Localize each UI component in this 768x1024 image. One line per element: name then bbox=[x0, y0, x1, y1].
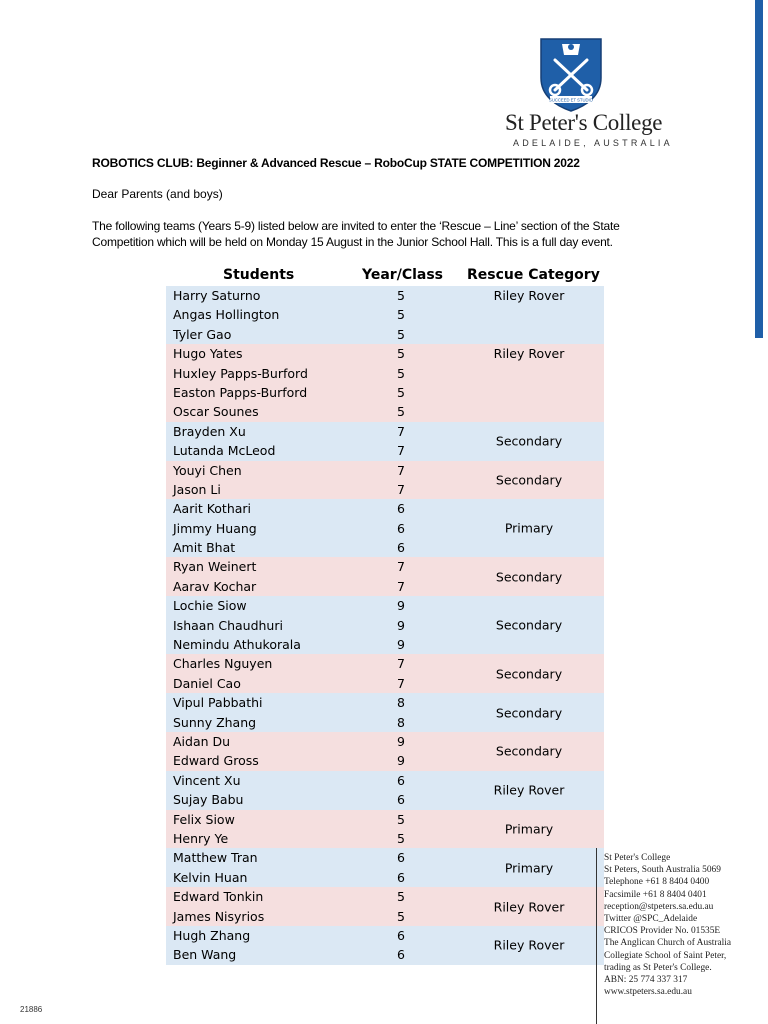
contact-line: Telephone +61 8 8404 0400 bbox=[604, 877, 710, 888]
rescue-category: Secondary bbox=[495, 617, 563, 633]
student-name: Hugo Yates bbox=[173, 346, 243, 362]
student-name: Easton Papps-Burford bbox=[173, 384, 308, 400]
student-year: 5 bbox=[397, 384, 405, 400]
student-year: 9 bbox=[397, 617, 405, 633]
rescue-category: Secondary bbox=[495, 743, 563, 759]
student-year: 6 bbox=[397, 772, 405, 788]
team-group bbox=[166, 926, 604, 965]
rescue-category: Riley Rover bbox=[493, 782, 565, 798]
student-name: Amit Bhat bbox=[173, 540, 236, 556]
column-header-year: Year/Class bbox=[362, 267, 443, 283]
table-row bbox=[166, 596, 604, 615]
student-name: Ben Wang bbox=[173, 947, 237, 963]
student-name: Edward Gross bbox=[173, 753, 259, 769]
contact-line: St Peters, South Australia 5069 bbox=[604, 865, 721, 876]
student-year: 6 bbox=[397, 501, 405, 517]
student-name: Edward Tonkin bbox=[173, 889, 264, 905]
footer-divider bbox=[596, 848, 597, 1024]
letter-paragraph: The following teams (Years 5-9) listed below are invited to enter the ‘Rescue – Line’ section of the State Competition which will be held on Monday 15 August in the Junior School Hall. This is a full day event. bbox=[92, 219, 620, 249]
contact-line: www.stpeters.sa.edu.au bbox=[604, 987, 692, 998]
team-group bbox=[166, 848, 604, 887]
student-name: Felix Siow bbox=[173, 811, 235, 827]
student-name: Jimmy Huang bbox=[173, 520, 257, 536]
rescue-category: Secondary bbox=[495, 666, 563, 682]
rescue-category: Secondary bbox=[495, 433, 563, 449]
student-year: 5 bbox=[397, 288, 405, 303]
student-name: Henry Ye bbox=[173, 830, 229, 846]
student-name: Harry Saturno bbox=[173, 288, 261, 303]
student-name: Aarav Kochar bbox=[173, 578, 257, 594]
student-name: Daniel Cao bbox=[173, 675, 241, 691]
student-name: James Nisyrios bbox=[173, 908, 265, 924]
letter-salutation: Dear Parents (and boys) bbox=[92, 187, 223, 201]
team-group bbox=[166, 693, 604, 732]
contact-line: trading as St Peter's College. bbox=[604, 962, 712, 973]
college-crest-logo bbox=[540, 38, 602, 112]
student-year: 7 bbox=[397, 481, 405, 497]
college-name: St Peter's College bbox=[505, 110, 663, 135]
student-name: Oscar Sounes bbox=[173, 404, 259, 420]
student-name: Lutanda McLeod bbox=[173, 443, 276, 459]
table-row bbox=[166, 538, 604, 557]
contact-line: ABN: 25 774 337 317 bbox=[604, 975, 688, 986]
student-year: 5 bbox=[397, 365, 405, 381]
student-year: 7 bbox=[397, 559, 405, 575]
student-name: Vincent Xu bbox=[173, 772, 241, 788]
student-year: 5 bbox=[397, 811, 405, 827]
team-group bbox=[166, 461, 604, 500]
rescue-category: Riley Rover bbox=[493, 899, 565, 914]
rescue-category: Secondary bbox=[495, 472, 563, 488]
student-year: 9 bbox=[397, 753, 405, 769]
student-name: Kelvin Huan bbox=[173, 869, 248, 885]
student-year: 5 bbox=[397, 908, 405, 924]
contact-line: reception@stpeters.sa.edu.au bbox=[604, 901, 714, 912]
student-name: Ishaan Chaudhuri bbox=[173, 617, 283, 633]
student-name: Youyi Chen bbox=[173, 462, 242, 478]
brand-accent-bar bbox=[755, 0, 763, 338]
student-name: Lochie Siow bbox=[173, 598, 247, 614]
team-group bbox=[166, 286, 604, 344]
student-year: 5 bbox=[397, 346, 405, 362]
table-row bbox=[166, 364, 604, 383]
student-year: 6 bbox=[397, 540, 405, 556]
student-name: Sunny Zhang bbox=[173, 714, 257, 730]
rescue-category: Primary bbox=[504, 821, 554, 837]
student-name: Huxley Papps-Burford bbox=[173, 365, 308, 381]
rescue-category: Riley Rover bbox=[493, 288, 565, 303]
student-year: 5 bbox=[397, 830, 405, 846]
student-year: 9 bbox=[397, 733, 405, 749]
table-row bbox=[166, 635, 604, 654]
student-year: 6 bbox=[397, 850, 405, 866]
student-name: Vipul Pabbathi bbox=[173, 695, 263, 711]
rescue-category: Primary bbox=[504, 520, 554, 536]
student-name: Aarit Kothari bbox=[173, 501, 252, 517]
team-group bbox=[166, 499, 604, 557]
team-group bbox=[166, 732, 604, 771]
team-group bbox=[166, 810, 604, 849]
student-name: Nemindu Athukorala bbox=[173, 637, 301, 653]
student-name: Angas Hollington bbox=[173, 307, 280, 323]
rescue-category: Riley Rover bbox=[493, 937, 565, 953]
student-year: 9 bbox=[397, 637, 405, 653]
student-name: Tyler Gao bbox=[173, 326, 232, 342]
student-year: 9 bbox=[397, 598, 405, 614]
rescue-category: Riley Rover bbox=[493, 346, 565, 362]
crest-motto: SUCCEED ET STUDIO bbox=[549, 97, 593, 103]
student-name: Charles Nguyen bbox=[173, 656, 273, 672]
team-group bbox=[166, 771, 604, 810]
student-name: Ryan Weinert bbox=[173, 559, 257, 575]
team-group bbox=[166, 557, 604, 596]
team-group bbox=[166, 344, 604, 422]
student-year: 6 bbox=[397, 792, 405, 808]
student-name: Hugh Zhang bbox=[173, 927, 251, 943]
column-header-students: Students bbox=[223, 267, 295, 283]
document-number: 21886 bbox=[20, 1005, 43, 1014]
table-row bbox=[166, 499, 604, 518]
student-year: 8 bbox=[397, 714, 405, 730]
student-year: 6 bbox=[397, 520, 405, 536]
student-year: 7 bbox=[397, 423, 405, 439]
column-header-category: Rescue Category bbox=[467, 267, 600, 283]
contact-line: Twitter @SPC_Adelaide bbox=[604, 914, 698, 925]
table-row bbox=[166, 383, 604, 402]
student-name: Aidan Du bbox=[173, 733, 231, 749]
student-year: 7 bbox=[397, 675, 405, 691]
college-location: ADELAIDE, AUSTRALIA bbox=[513, 138, 673, 148]
student-year: 7 bbox=[397, 656, 405, 672]
letter-heading: ROBOTICS CLUB: Beginner & Advanced Rescue – RoboCup STATE COMPETITION 2022 bbox=[92, 156, 580, 170]
student-year: 6 bbox=[397, 869, 405, 885]
student-name: Brayden Xu bbox=[173, 423, 246, 439]
teams-table bbox=[166, 286, 604, 965]
college-contact-block bbox=[604, 852, 731, 998]
table-row bbox=[166, 402, 604, 421]
student-year: 7 bbox=[397, 578, 405, 594]
table-row bbox=[166, 325, 604, 344]
student-name: Jason Li bbox=[173, 481, 221, 497]
contact-line: CRICOS Provider No. 01535E bbox=[604, 926, 721, 937]
student-year: 8 bbox=[397, 695, 405, 711]
student-year: 7 bbox=[397, 443, 405, 459]
student-name: Matthew Tran bbox=[173, 850, 258, 866]
table-row bbox=[166, 305, 604, 324]
team-group bbox=[166, 887, 604, 926]
student-year: 5 bbox=[397, 307, 405, 323]
contact-line: St Peter's College bbox=[604, 853, 671, 863]
student-year: 5 bbox=[397, 889, 405, 905]
student-year: 6 bbox=[397, 947, 405, 963]
student-year: 5 bbox=[397, 404, 405, 420]
student-year: 7 bbox=[397, 462, 405, 478]
rescue-category: Secondary bbox=[495, 705, 563, 721]
rescue-category: Secondary bbox=[495, 569, 563, 585]
student-name: Sujay Babu bbox=[173, 792, 244, 808]
student-year: 5 bbox=[397, 326, 405, 342]
contact-line: The Anglican Church of Australia bbox=[604, 938, 732, 949]
contact-line: Collegiate School of Saint Peter, bbox=[604, 950, 727, 961]
rescue-category: Primary bbox=[504, 860, 554, 876]
team-group bbox=[166, 654, 604, 693]
team-group bbox=[166, 596, 604, 654]
student-year: 6 bbox=[397, 927, 405, 943]
contact-line: Facsimile +61 8 8404 0401 bbox=[604, 889, 707, 900]
team-group bbox=[166, 422, 604, 461]
